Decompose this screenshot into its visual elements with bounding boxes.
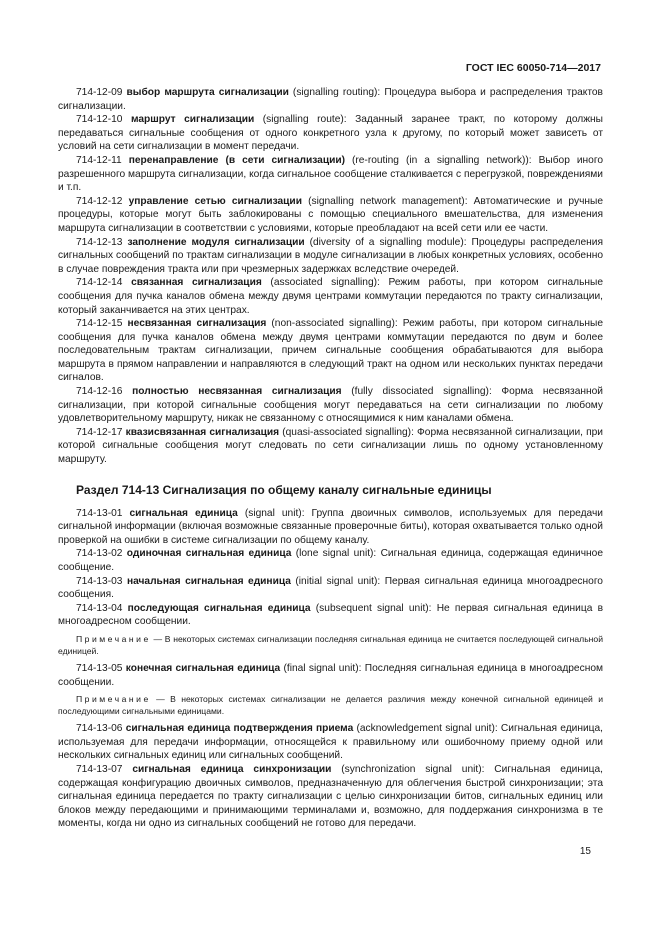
- note-label: Примечание: [76, 694, 151, 705]
- entry-term: квазисвязанная сигнализация: [125, 426, 280, 438]
- entry-number: 714-12-15: [76, 318, 123, 330]
- page-content: [58, 86, 603, 831]
- note-2: [58, 693, 603, 717]
- entry-definition: (synchronization signal unit): Сигнальная единица, содержащая конфигурацию двоичных символов, предназначенную для облегчения быстрой синхронизации; эта сигнальная единица передается по тракту сигнализации с целью синхронизации битов, сигнальных единиц или блоков между передающими и принимающими терминалами и, возможно, для поддержания синхронизма в те моменты, когда ни одно из сигнальных сообщений не готово для передачи.: [58, 763, 603, 830]
- entry-term: полностью несвязанная сигнализация: [132, 386, 342, 398]
- term-entry: [58, 317, 603, 385]
- term-entry: [58, 722, 603, 763]
- term-entry: [58, 195, 603, 236]
- entry-definition: (quasi-associated signalling): Форма несвязанной сигнализации, при которой сигнальные сообщения могут следовать по сети сигнализации лишь по одному установленному маршруту.: [58, 426, 603, 466]
- entry-term: сигнальная единица: [129, 507, 238, 519]
- entry-definition: (associated signalling): Режим работы, при котором сигнальные сообщения для пучка каналов обмена между двумя центрами коммутации передаются по тракту сигнализации, который заканчивается на этих центрах.: [58, 277, 603, 316]
- entry-definition: (signalling routing): Процедура выбора и распределения трактов сигнализации.: [58, 87, 603, 112]
- entry-number: 714-12-12: [76, 195, 123, 207]
- term-entry: [58, 507, 603, 548]
- entry-definition: (re-routing (in a signalling network)): Выбор иного разрешенного маршрута сигнализации, когда сигнальное сообщение сталкивается с перегрузкой, повреждениями и т.п.: [58, 154, 603, 194]
- entry-definition: (acknowledgement signal unit): Сигнальная единица, используемая для передачи информации, относящейся к правильному или ошибочному приему одной или нескольких сигнальных единиц или сигнальных сообщений.: [58, 723, 603, 762]
- term-entry: [58, 236, 603, 277]
- entry-definition: (final signal unit): Последняя сигнальная единица в многоадресном сообщении.: [58, 662, 603, 688]
- section-title: Раздел 714-13 Сигнализация по общему каналу сигнальные единицы: [76, 482, 492, 497]
- entry-term: выбор маршрута сигнализации: [126, 87, 289, 98]
- term-entry: [58, 113, 603, 154]
- entries-group-714-13-c: [58, 722, 603, 831]
- entry-term: последующая сигнальная единица: [127, 602, 311, 614]
- entry-number: 714-13-03: [76, 575, 123, 587]
- entry-number: 714-13-01: [76, 507, 123, 519]
- entry-number: 714-13-06: [76, 723, 123, 735]
- document-header: ГОСТ IEC 60050-714—2017: [465, 62, 601, 74]
- entry-number: 714-12-17: [76, 426, 123, 438]
- entry-term: перенаправление (в сети сигнализации): [128, 154, 345, 166]
- term-entry: [58, 763, 603, 831]
- entry-term: маршрут сигнализации: [130, 114, 255, 126]
- entry-definition: (fully dissociated signalling): Форма несвязанной сигнализации, при которой сигнальные сообщения могут передаваться на сети сигнализации по любому удовлетворительному маршруту, никак не связанному с относящимися к ним каналами обмена.: [58, 386, 603, 425]
- term-entry: [58, 662, 603, 689]
- entry-number: 714-12-13: [76, 236, 123, 248]
- entry-number: 714-13-05: [76, 662, 123, 674]
- entry-term: управление сетью сигнализации: [128, 195, 302, 207]
- term-entry: [58, 154, 603, 195]
- entries-group-714-13-b: [58, 662, 603, 689]
- entry-number: 714-13-07: [76, 763, 123, 775]
- entry-number: 714-13-02: [76, 548, 123, 560]
- term-entry: [58, 602, 603, 629]
- note-label: Примечание: [76, 633, 151, 644]
- entry-term: сигнальная единица синхронизации: [132, 763, 332, 775]
- entry-number: 714-12-11: [76, 154, 122, 166]
- entry-definition: (signal unit): Группа двоичных символов, используемых для передачи сигнальной информации (включая возможные связанные проверочные биты), которая охватывается только одной проверкой на ошибки в системе сигнализации по общему каналу.: [58, 507, 603, 546]
- note-text: — В некоторых системах сигнализации последняя сигнальная единица не считается последующей сигнальной единицей.: [58, 633, 603, 656]
- entries-group-714-12: [58, 86, 603, 467]
- term-entry: [58, 86, 603, 113]
- term-entry: [58, 426, 603, 467]
- entry-term: сигнальная единица подтверждения приема: [125, 723, 354, 735]
- term-entry: [58, 385, 603, 426]
- entry-definition: (signalling network management): Автоматические и ручные процедуры, которые могут быть заблокированы с помощью специального вмешательства, для изменения маршрута сигнализации в соответствии с условиями, которые преобладают на всей сети или ее части.: [58, 195, 603, 234]
- entry-number: 714-12-09: [76, 87, 123, 98]
- entry-term: одиночная сигнальная единица: [126, 548, 292, 560]
- entry-definition: (non-associated signalling): Режим работы, при котором сигнальные сообщения для пучка каналов обмена между двумя центрами коммутации передаются по двум и более последовательным трактам сигнализации, причем сигнальные сообщения обрабатываются для выбора маршрута в прямом направлении и направляются в следующий тракт на одном или нескольких пунктах передачи сигналов.: [58, 318, 603, 384]
- entry-number: 714-13-04: [76, 602, 123, 614]
- entry-term: заполнение модуля сигнализации: [127, 236, 305, 248]
- term-entry: [58, 575, 603, 602]
- note-1: [58, 633, 603, 657]
- page-number: 15: [579, 846, 591, 857]
- entry-number: 714-12-14: [76, 277, 123, 289]
- note-text: — В некоторых системах сигнализации не делается различия между конечной сигнальной единицей и последующими сигнальными единицами.: [58, 694, 603, 717]
- entry-definition: (signalling route): Заданный заранее тракт, по которому должны передаваться сигнальные сообщения от одного конкретного узла к другому, по который может зависеть от условий на сети сигнализации в момент передачи.: [58, 114, 603, 153]
- entry-term: начальная сигнальная единица: [126, 575, 291, 587]
- entry-number: 714-12-16: [76, 386, 123, 398]
- term-entry: [58, 276, 603, 317]
- entry-definition: (initial signal unit): Первая сигнальная единица многоадресного сообщения.: [58, 575, 603, 601]
- entries-group-714-13-a: [58, 507, 603, 629]
- entry-definition: (diversity of a signalling module): Процедуры распределения сигнальных сообщений по трактам сигнализации в модуле сигнализации в любых конкретных условиях, особенно в случае повреждения тракта или при чрезмерных задержках вследствие очередей.: [58, 236, 603, 275]
- entry-term: несвязанная сигнализация: [127, 318, 267, 330]
- term-entry: [58, 547, 603, 574]
- entry-definition: (lone signal unit): Сигнальная единица, содержащая единичное сообщение.: [58, 548, 603, 573]
- entry-term: связанная сигнализация: [131, 277, 262, 289]
- entry-definition: (subsequent signal unit): Не первая сигнальная единица в многоадресном сообщении.: [58, 602, 603, 628]
- entry-term: конечная сигнальная единица: [125, 662, 281, 674]
- entry-number: 714-12-10: [76, 114, 123, 126]
